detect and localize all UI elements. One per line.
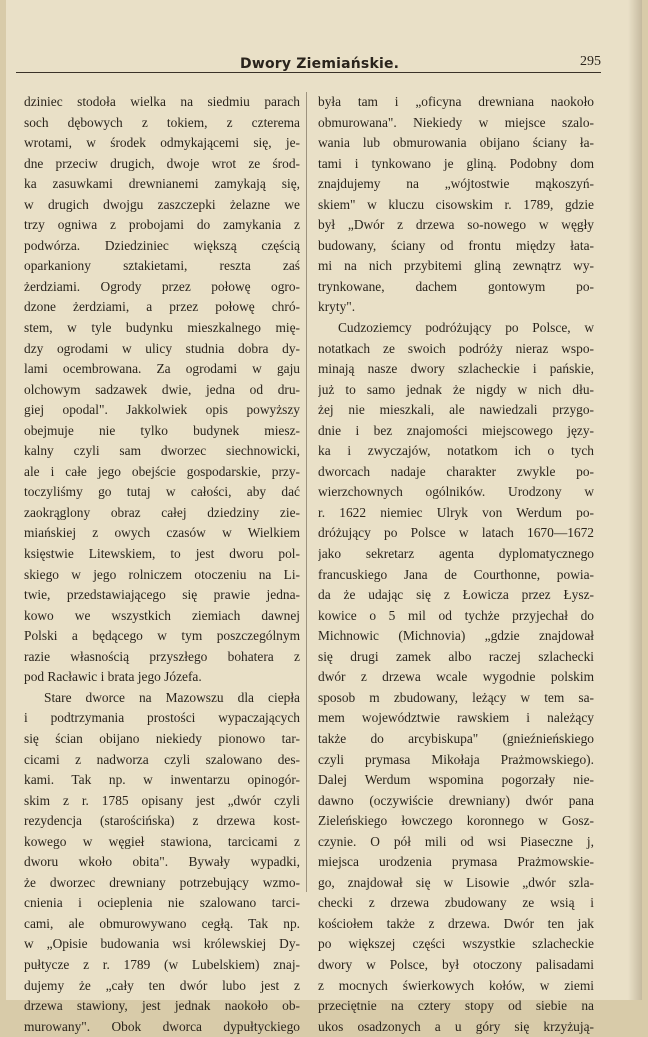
text-line: czynie. O pół mili od wsi Piaseczne j, — [318, 833, 594, 849]
text-line: stem, w tyle budynku mieszkalnego mię- — [24, 320, 300, 336]
column-divider — [306, 92, 307, 892]
text-line: żej nie mieszkali, ale nawiedzali przygo- — [318, 402, 594, 418]
text-line: ka zasuwkami drewnianemi zamykają się, — [24, 176, 300, 192]
text-line: i podtrzymania prostości wypaczających — [24, 710, 300, 726]
text-line: znajdujemy na „wójtostwie mąkoszyń- — [318, 176, 594, 192]
text-line: lami ocembrowana. Za ogrodami w gaju — [24, 361, 300, 377]
text-line: cnienia i ocieplenia nie szalowano tarci- — [24, 895, 300, 911]
text-line: miejsca urodzenia prymasa Prażmowskie- — [318, 854, 594, 870]
text-line: jako sekretarz agenta dyplomatycznego — [318, 546, 594, 562]
text-line: miańskiej z owych czasów w Wielkiem — [24, 525, 300, 541]
text-line: murowany". Obok dworca dypułtyckiego — [24, 1018, 300, 1034]
text-line: obmurowana". Niekiedy w miejsce szalo- — [318, 114, 594, 130]
text-line: giej opodal". Jakkolwiek opis powyższy — [24, 402, 300, 418]
text-line: dwór z drzewa wcale wygodnie polskim — [318, 669, 594, 685]
text-line: ale i całe jego obejście gospodarskie, przy- — [24, 463, 300, 479]
text-line: kościołem także z drzewa. Dwór ten jak — [318, 915, 594, 931]
page-number: 295 — [580, 54, 601, 69]
text-line: zaokrąglony obraz całej dziedziny zie- — [24, 504, 300, 520]
text-line: pod Racławic i brata jego Józefa. — [24, 669, 202, 685]
text-line: ukos osadzonych a u góry się krzyżują- — [318, 1018, 594, 1034]
running-head: Dwory Ziemiańskie. — [240, 56, 400, 72]
text-line: że dworzec drewniany potrzebujący wzmo- — [24, 874, 300, 890]
text-line: Cudzoziemcy podróżujący po Polsce, w — [338, 320, 594, 336]
text-line: po większej części wszystkie szlacheckie — [318, 936, 594, 952]
text-line: ka i zwyczajów, notatkom ich o tych — [318, 443, 594, 459]
text-line: dzy ogrodami w ulicy studnia dobra dy- — [24, 340, 300, 356]
text-line: kami. Tak np. w inwentarzu opinogór- — [24, 772, 300, 788]
text-line: już to samo jednak że nigdy w nich dłu- — [318, 381, 594, 397]
text-line: olchowym sadzawek dwie, jedna od dru- — [24, 381, 300, 397]
text-line: Zieleńskiego łowczego koronnego w Gosz- — [318, 813, 594, 829]
book-page — [6, 0, 642, 1034]
text-line: skiego w jego rolniczem otoczeniu na Li- — [24, 566, 300, 582]
text-line: Michnowic (Michnovia) „gdzie znajdował — [318, 628, 594, 644]
right-column — [318, 92, 594, 1037]
text-line: kowego w węgieł stawiona, tarcicami z — [24, 833, 300, 849]
text-line: dróżujący po Polsce w latach 1670—1672 — [318, 525, 594, 541]
text-line: czyli prymasa Mikołaja Prażmowskiego). — [318, 751, 594, 767]
text-line: księstwie Litewskiem, to jest dworu pol- — [24, 546, 300, 562]
text-line: twie, przedstawiającego się prawie jedna- — [24, 587, 300, 603]
text-line: drzewa stawiony, jest jednak naokoło ob- — [24, 998, 300, 1014]
text-line: budowany, ściany od frontu między łata- — [318, 237, 594, 253]
text-line: była tam i „oficyna drewniana naokoło — [318, 94, 594, 109]
text-line: żerdziami. Ogrody przez połowę ogro- — [24, 278, 300, 294]
text-line: podwórza. Dziedziniec większą częścią — [24, 237, 300, 253]
header-rule — [16, 72, 601, 73]
text-line: kalny czyli sam dworzec siechnowicki, — [24, 443, 300, 459]
text-line: w drugich dwojgu zaszczepki żelazne we — [24, 196, 300, 212]
text-line: wania lub obmurowania obijano ściany ła- — [318, 135, 594, 151]
text-line: kowice o 5 mil od tychże przyjechał do — [318, 607, 594, 623]
text-line: dziniec stodoła wielka na siedmiu parach — [24, 94, 300, 109]
text-line: kryty". — [318, 299, 356, 315]
text-line: był „Dwór z drzewa so-nowego w węgły — [318, 217, 594, 233]
text-line: dnie i bez znajomości miejscowego języ- — [318, 422, 594, 438]
text-line: przeciętnie na cztery stopy od siebie na — [318, 998, 594, 1014]
text-line: dzone żerdziami, a przez połowę chró- — [24, 299, 300, 315]
text-line: sposob m zbudowany, leżący w tem sa- — [318, 689, 594, 705]
text-line: r. 1622 niemiec Ulryk von Werdum po- — [318, 504, 594, 520]
text-line: dawno (oczywiście drewniany) dwór pana — [318, 792, 594, 808]
text-line: soch dębowych z tokiem, z czterema — [24, 114, 300, 130]
text-line: dujemy że „cały ten dwór lubo jest z — [24, 977, 300, 993]
text-line: skiem" w kluczu cisowskim r. 1789, gdzie — [318, 196, 594, 212]
text-line: wierzchownych ogólników. Urodzony w — [318, 484, 594, 500]
text-line: francuskiego Jana de Courthonne, powia- — [318, 566, 594, 582]
text-line: trzy ogniwa z probojami do zamykania z — [24, 217, 300, 233]
text-line: cicami z nadworza czyli szalowano des- — [24, 751, 300, 767]
text-line: dworcach nadaje charakter zwykle po- — [318, 463, 594, 479]
left-column — [24, 92, 300, 1037]
page-header — [16, 50, 601, 74]
text-line: kowo we wszystkich ziemiach dawnej — [24, 607, 300, 623]
text-line: się drugi zamek albo raczej szlachecki — [318, 648, 594, 664]
text-line: Dalej Werdum wspomina pogorzały nie- — [318, 772, 594, 788]
text-line: także do arcybiskupa" (gnieźnieńskiego — [318, 730, 594, 746]
text-line: da że udając się z Łowicza przez Łysz- — [318, 587, 594, 603]
text-line: dne przeciw drugich, dwoje wrot ze środ- — [24, 155, 300, 171]
text-line: tami i tynkowano je gliną. Podobny dom — [318, 155, 594, 171]
text-line: dworu wkoło obita". Bywały wypadki, — [24, 854, 300, 870]
text-line: cami, ale obmurowywano cegłą. Tak np. — [24, 915, 300, 931]
text-line: toczyliśmy go tutaj w całości, aby dać — [24, 484, 300, 500]
text-line: mem województwie rawskiem i należący — [318, 710, 594, 726]
text-line: razie własnością przyszłego bohatera z — [24, 648, 300, 664]
page-gutter-shadow — [628, 0, 642, 1000]
text-line: rezydencja (starościńska) z drzewa kost- — [24, 813, 300, 829]
text-line: trynkowane, dachem gontowym po- — [318, 278, 594, 294]
text-line: notatkach ze swoich podróży nieraz wspo- — [318, 340, 594, 356]
text-line: checki z drzewa zbudowany ze wsią i — [318, 895, 594, 911]
text-line: w „Opisie budowania wsi królewskiej Dy- — [24, 936, 300, 952]
text-line: skim z r. 1785 opisany jest „dwór czyli — [24, 792, 300, 808]
text-line: Stare dworce na Mazowszu dla ciepła — [44, 689, 300, 705]
text-line: oparkaniony sztakietami, reszta zaś — [24, 258, 300, 274]
text-line: pułtycze z r. 1789 (w Lubelskiem) znaj- — [24, 956, 300, 972]
text-line: wrotami, w środek odmykającemi się, je- — [24, 135, 300, 151]
text-line: go, znajdował się w Lisowie „dwór szla- — [318, 874, 594, 890]
text-line: minają nasze dwory szlacheckie i pańskie, — [318, 361, 594, 377]
text-line: obejmuje nie tylko budynek miesz- — [24, 422, 300, 438]
text-line: się ścian obijano niekiedy pionowo tar- — [24, 730, 300, 746]
text-line: mi na nich przybitemi gliną zewnątrz wy- — [318, 258, 594, 274]
text-line: dwory w Polsce, był otoczony palisadami — [318, 956, 594, 972]
text-line: z mocnych świerkowych kołów, w ziemi — [318, 977, 594, 993]
text-line: Polski a będącego w tym poszczególnym — [24, 628, 300, 644]
